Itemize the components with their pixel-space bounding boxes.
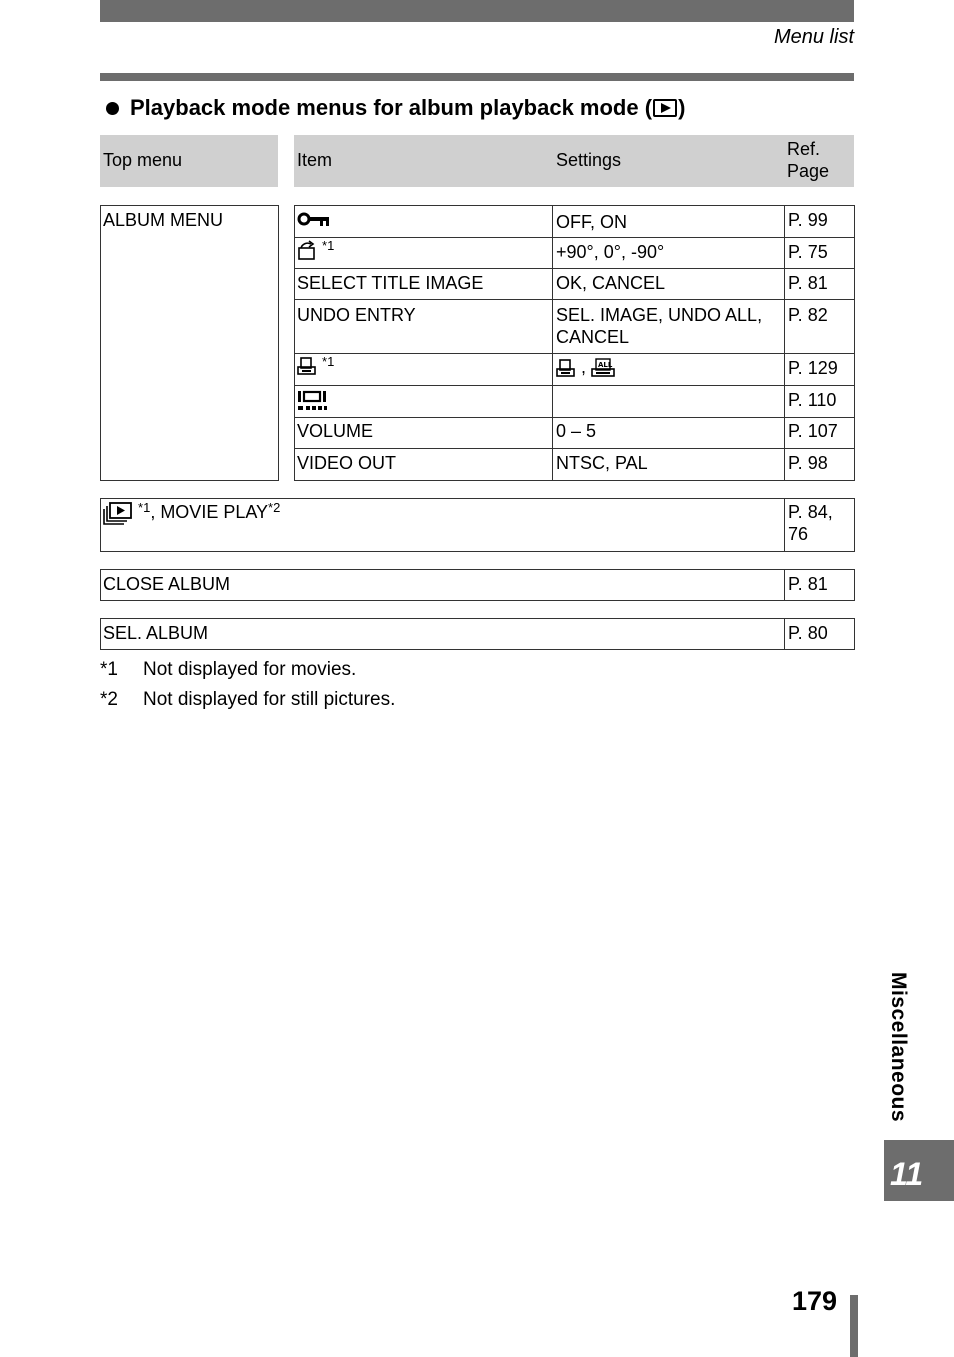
section-title-text: Playback mode menus for album playback mode ( (130, 95, 653, 120)
header-settings: Settings (556, 150, 622, 170)
row-settings: NTSC, PAL (556, 453, 648, 473)
side-tab-label: Miscellaneous (887, 972, 910, 1123)
row-ref: P. 129 (788, 358, 838, 378)
section-title (106, 95, 685, 121)
footnote-text: Not displayed for still pictures. (143, 689, 396, 710)
footnote-ref: *2 (268, 500, 281, 515)
rotate-icon (297, 239, 322, 259)
print-reserve-icon (297, 355, 322, 375)
row-ref: P. 75 (788, 242, 828, 262)
album-menu-label: ALBUM MENU (103, 210, 224, 230)
row-item: SELECT TITLE IMAGE (297, 273, 484, 293)
footnote-text: Not displayed for movies. (143, 659, 357, 680)
row-ref: P. 98 (788, 453, 828, 473)
col-divider-ref (784, 498, 785, 552)
section-title-close: ) (678, 95, 686, 120)
header-top-menu: Top menu (103, 150, 183, 170)
row-ref: P. 82 (788, 305, 828, 325)
header-item-cell (294, 135, 854, 187)
table-row (297, 389, 329, 413)
row-divider (294, 268, 855, 269)
footnote-ref: *1 (322, 354, 335, 369)
close-album-label: CLOSE ALBUM (103, 574, 231, 594)
row-divider (294, 353, 855, 354)
row-ref: P. 99 (788, 210, 828, 230)
sel-album-row (100, 618, 855, 650)
footnote-ref: *1 (138, 500, 151, 515)
row-item: VOLUME (297, 421, 374, 441)
chapter-tab: 11 (884, 1140, 954, 1201)
header-rule (100, 73, 854, 81)
settings-separator: , (581, 357, 587, 377)
slideshow-icon (103, 502, 138, 522)
row-divider (294, 417, 855, 418)
row-settings: OK, CANCEL (556, 273, 666, 293)
protect-key-icon (297, 209, 331, 229)
col-divider-ref (784, 205, 785, 481)
header-ref-1: Ref. (787, 139, 821, 159)
single-print-icon (556, 357, 581, 377)
row-ref: P. 84, (788, 502, 833, 522)
row-settings: 0 – 5 (556, 421, 597, 441)
page-number: 179 (792, 1286, 838, 1316)
row-settings (556, 357, 617, 379)
row-ref: P. 107 (788, 421, 838, 441)
table-row (297, 355, 334, 377)
footnote-mark: *1 (100, 659, 118, 680)
col-divider-ref (784, 618, 785, 650)
row-settings: OFF, ON (556, 212, 627, 232)
bullet-icon (106, 102, 119, 115)
row-divider (294, 385, 855, 386)
col-divider-ref (784, 569, 785, 601)
slideshow-row-label (103, 501, 280, 525)
all-print-icon (591, 357, 617, 377)
svg-text:ALL: ALL (598, 361, 613, 370)
sel-album-label: SEL. ALBUM (103, 623, 209, 643)
footnote-ref: *1 (322, 238, 335, 253)
row-divider (294, 448, 855, 449)
running-header: Menu list (773, 26, 854, 48)
row-settings: SEL. IMAGE, UNDO ALL, (556, 305, 763, 325)
row-ref: P. 81 (788, 273, 828, 293)
table-row (297, 209, 331, 230)
header-item: Item (297, 150, 333, 170)
row-ref: P. 80 (788, 623, 828, 643)
row-settings: +90°, 0°, -90° (556, 242, 665, 262)
movie-play-text: , MOVIE PLAY (150, 501, 269, 522)
header-ref-2: Page (787, 161, 830, 181)
row-ref: P. 110 (788, 390, 837, 410)
top-bar (100, 0, 854, 22)
page-number-bar (850, 1295, 858, 1357)
album-menu-cell (100, 205, 279, 481)
col-divider-settings (552, 205, 553, 481)
row-item: UNDO ENTRY (297, 305, 416, 325)
row-settings-2: CANCEL (556, 327, 630, 347)
row-item: VIDEO OUT (297, 453, 397, 473)
row-divider (294, 237, 855, 238)
header-top-menu-cell (100, 135, 278, 187)
footnote-mark: *2 (100, 689, 118, 710)
slideshow-setup-icon (297, 390, 329, 410)
row-divider (294, 299, 855, 300)
playback-mode-icon (653, 99, 677, 117)
row-ref: P. 81 (788, 574, 828, 594)
table-row (297, 239, 334, 261)
row-ref-2: 76 (788, 524, 809, 544)
